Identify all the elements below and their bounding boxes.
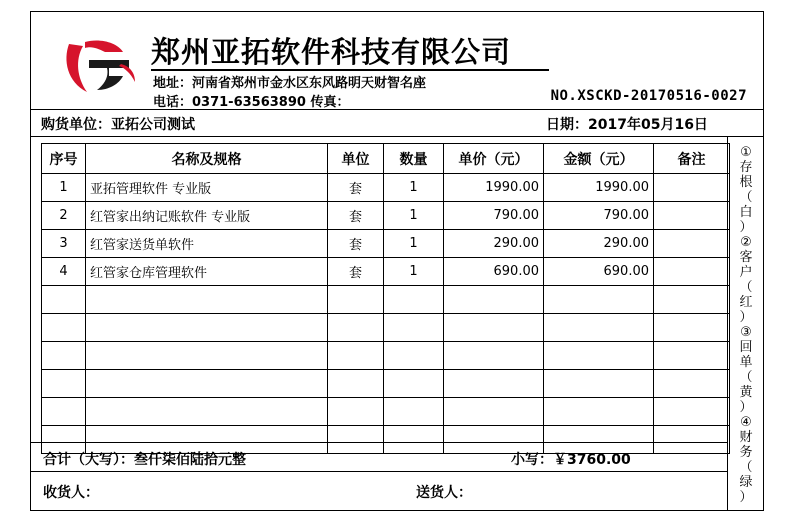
table-header-row [42,144,730,174]
col-header-name: 名称及规格 [86,144,328,174]
cell-price: 790.00 [444,202,544,230]
cell-unit [328,342,384,370]
cell-amount: 790.00 [544,202,654,230]
cell-note [654,370,730,398]
receiver-signature-label: 收货人： [43,485,99,501]
cell-qty: 1 [384,174,444,202]
col-header-unit: 单位 [328,144,384,174]
signature-row [31,474,727,511]
total-chinese: 合计（大写）：叁仟柒佰陆拾元整 [43,452,246,468]
cell-idx: 1 [42,174,86,202]
items-table [41,143,730,454]
cell-price [444,314,544,342]
cell-qty [384,286,444,314]
cell-amount [544,398,654,426]
cell-unit: 套 [328,230,384,258]
buyer-field: 购货单位：亚拓公司测试 [41,117,195,133]
table-row [42,230,730,258]
table-row [42,286,730,314]
document-number: NO.XSCKD-20170516-0027 [550,88,747,104]
cell-note [654,230,730,258]
col-header-note: 备注 [654,144,730,174]
cell-idx [42,286,86,314]
cell-note [654,202,730,230]
cell-idx [42,370,86,398]
cell-price [444,398,544,426]
cell-name [86,370,328,398]
cell-note [654,174,730,202]
cell-amount [544,342,654,370]
company-phone: 电话：0371-63563890 传真： [153,95,350,110]
cell-idx: 2 [42,202,86,230]
cell-price [444,370,544,398]
cell-note [654,286,730,314]
sender-signature-label: 送货人： [416,485,472,501]
cell-qty [384,314,444,342]
table-row [42,342,730,370]
copy-strip [727,137,763,510]
cell-unit: 套 [328,202,384,230]
cell-price: 1990.00 [444,174,544,202]
table-row [42,398,730,426]
cell-name: 红管家出纳记账软件 专业版 [86,202,328,230]
date-field: 日期：2017年05月16日 [546,117,708,133]
cell-name: 红管家仓库管理软件 [86,258,328,286]
company-logo-icon [59,34,145,100]
cell-unit: 套 [328,258,384,286]
totals-row [31,442,727,472]
cell-qty: 1 [384,258,444,286]
cell-name [86,314,328,342]
table-row [42,258,730,286]
cell-note [654,258,730,286]
cell-price: 690.00 [444,258,544,286]
meta-row [31,109,763,137]
cell-name [86,342,328,370]
company-address: 地址：河南省郑州市金水区东风路明天财智名座 [153,76,427,91]
cell-unit [328,314,384,342]
cell-idx [42,314,86,342]
cell-amount [544,370,654,398]
cell-qty: 1 [384,230,444,258]
cell-price [444,286,544,314]
cell-idx: 4 [42,258,86,286]
total-numeric: 小写：￥3760.00 [511,452,631,468]
cell-unit [328,370,384,398]
cell-amount: 690.00 [544,258,654,286]
cell-name: 亚拓管理软件 专业版 [86,174,328,202]
items-table-body [42,174,730,454]
cell-note [654,398,730,426]
copy-strip-text: ① 存 根 （ 白 ） ② 客 户 （ 红 ） ③ 回 单 （ 黄 ） ④ 财 务 （ 绿 ） [739,145,753,505]
cell-unit: 套 [328,174,384,202]
cell-note [654,314,730,342]
cell-idx [42,342,86,370]
cell-name [86,398,328,426]
col-header-price: 单价（元） [444,144,544,174]
table-row [42,370,730,398]
cell-qty [384,398,444,426]
cell-price: 290.00 [444,230,544,258]
table-row [42,174,730,202]
header-divider [151,69,549,71]
cell-qty: 1 [384,202,444,230]
company-name: 郑州亚拓软件科技有限公司 [151,35,512,69]
cell-name: 红管家送货单软件 [86,230,328,258]
cell-unit [328,398,384,426]
cell-qty [384,342,444,370]
col-header-qty: 数量 [384,144,444,174]
cell-amount: 290.00 [544,230,654,258]
cell-qty [384,370,444,398]
table-row [42,202,730,230]
cell-name [86,286,328,314]
invoice-frame [30,11,764,511]
cell-unit [328,286,384,314]
cell-note [654,342,730,370]
cell-amount [544,286,654,314]
cell-idx [42,398,86,426]
col-header-index: 序号 [42,144,86,174]
cell-amount: 1990.00 [544,174,654,202]
cell-price [444,342,544,370]
cell-amount [544,314,654,342]
cell-idx: 3 [42,230,86,258]
items-table-wrap [41,143,729,454]
invoice-header [31,12,763,109]
col-header-amount: 金额（元） [544,144,654,174]
table-row [42,314,730,342]
